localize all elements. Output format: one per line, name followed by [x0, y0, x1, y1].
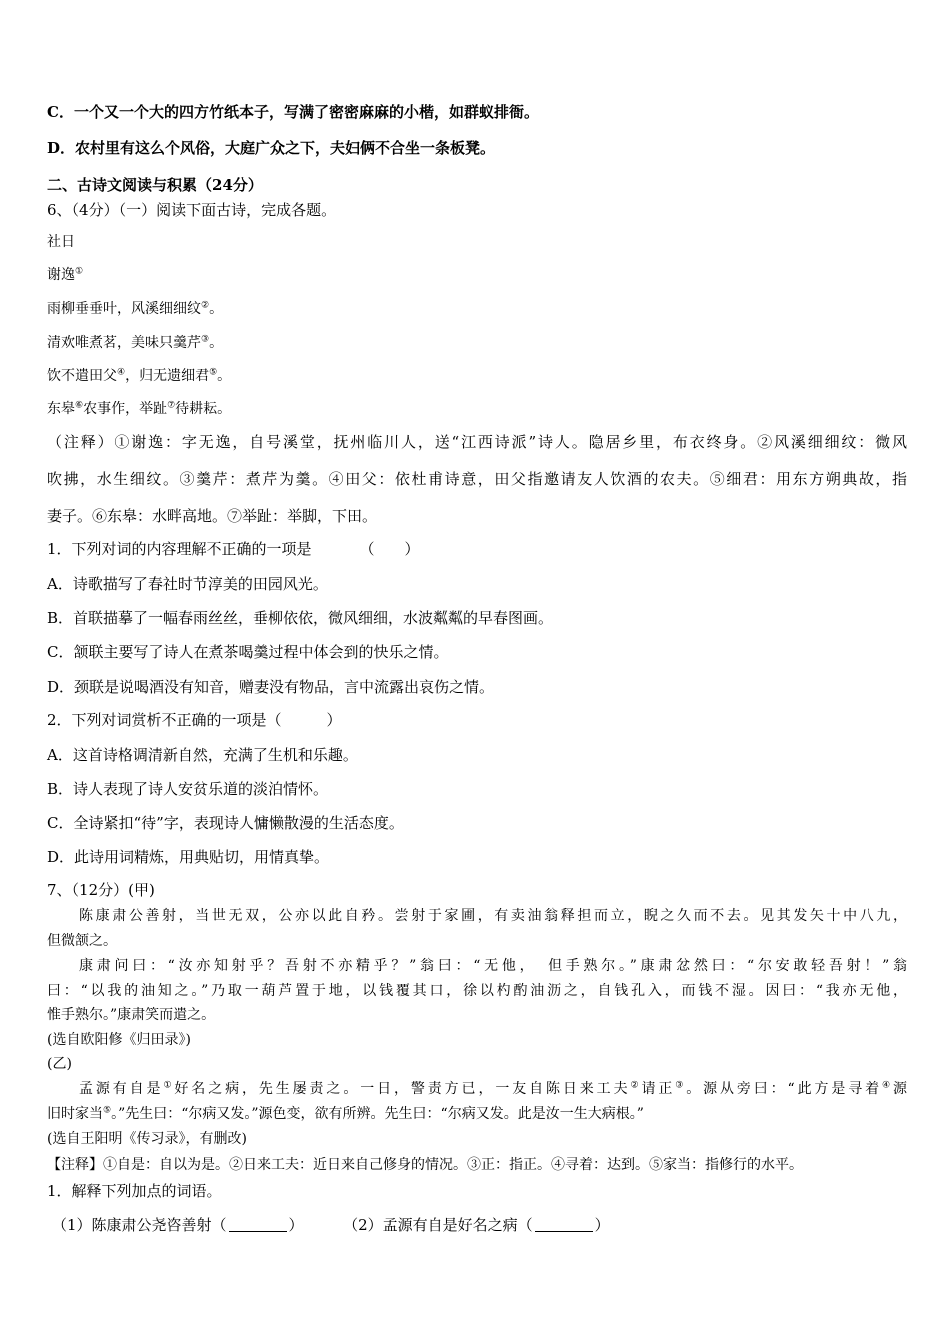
option-d-prev: D．农村里有这么个风俗，大庭广众之下，夫妇俩不合坐一条板凳。 — [47, 139, 496, 157]
poem-line: 东皋⑥农事作，举趾⑦待耕耘。 — [47, 400, 232, 417]
poem-notes-line: 吹拂，水生细纹。③羹芹：煮芹为羹。④田父：依杜甫诗意，田父指邀请友人饮酒的农夫。⑤细君：用东方朔典故，指 — [47, 470, 907, 488]
q7-intro: 7、（12分）(甲) — [47, 881, 155, 899]
yi-notes: 【注释】①自是：自以为是。②日来工夫：近日来自己修身的情况。③正：指正。④寻着：达到。⑤家当：指修行的水平。 — [47, 1157, 803, 1173]
q6-sub2-option-b: B．诗人表现了诗人安贫乐道的淡泊情怀。 — [47, 780, 329, 798]
jia-paragraph-line: 康肃问曰：“汝亦知射乎？吾射不亦精乎？”翁曰：“无他， 但手熟尔。”康肃忿然曰：“尔安敢轻吾射！”翁 — [79, 958, 907, 974]
q6-sub2-option-d: D．此诗用词精炼，用典贴切，用情真挚。 — [47, 848, 330, 866]
q7-sub1-item1: （1）陈康肃公尧咨善射（ — [52, 1216, 227, 1234]
q6-sub1-option-d: D．颈联是说喝酒没有知音，赠妻没有物品，言中流露出哀伤之情。 — [47, 678, 495, 696]
poem-line: 清欢唯煮茗，美味只羹芹③。 — [47, 334, 224, 351]
option-c-prev: C．一个又一个大的四方竹纸本子，写满了密密麻麻的小楷，如群蚁排衙。 — [47, 103, 539, 121]
jia-paragraph-line: 陈康肃公善射，当世无双，公亦以此自矜。尝射于家圃，有卖油翁释担而立，睨之久而不去。见其发矢十中八九， — [79, 908, 907, 924]
q6-sub2-option-a: A．这首诗格调清新自然，充满了生机和乐趣。 — [47, 746, 358, 764]
jia-paragraph-line: 但微颔之。 — [47, 933, 117, 949]
q6-sub1-option-a: A．诗歌描写了春社时节淳美的田园风光。 — [47, 575, 328, 593]
poem-notes-line: （注释）①谢逸：字无逸，自号溪堂，抚州临川人，送“江西诗派”诗人。隐居乡里，布衣终身。②风溪细细纹：微风 — [47, 433, 907, 451]
q7-sub1-items: （1）陈康肃公尧咨善射（ ） （2）孟源有自是好名之病（ ） — [52, 1216, 610, 1234]
q6-sub2-stem: 2．下列对词赏析不正确的一项是（ ） — [47, 711, 342, 729]
poem-author: 谢逸① — [47, 266, 84, 283]
section-heading: 二、古诗文阅读与积累（24分） — [47, 176, 263, 194]
poem-line: 雨柳垂垂叶，风溪细细纹②。 — [47, 300, 224, 317]
q6-sub1-option-c: C．颔联主要写了诗人在煮茶喝羹过程中体会到的快乐之情。 — [47, 643, 449, 661]
q7-sub1-item2: （2）孟源有自是好名之病（ — [343, 1216, 533, 1234]
yi-paragraph-line: 孟源有自是①好名之病，先生屡责之。一日，警责方已，一友自陈日来工夫②请正③。源从旁曰：“此方是寻着④源 — [79, 1080, 907, 1097]
answer-blank-1[interactable] — [229, 1217, 287, 1232]
yi-source: (选自王阳明《传习录》，有删改) — [47, 1131, 247, 1147]
q6-sub2-option-c: C．全诗紧扣“待”字，表现诗人慵懒散漫的生活态度。 — [47, 814, 404, 832]
q7-sub1-stem: 1．解释下列加点的词语。 — [47, 1182, 222, 1200]
jia-paragraph-line: 曰：“以我的油知之。”乃取一葫芦置于地，以钱覆其口，徐以杓酌油沥之，自钱孔入，而钱不湿。因曰：“我亦无他， — [47, 983, 907, 999]
q6-sub1-option-b: B．首联描摹了一幅春雨丝丝，垂柳依依，微风细细，水波粼粼的早春图画。 — [47, 609, 554, 627]
poem-notes-line: 妻子。⑥东皋：水畔高地。⑦举趾：举脚，下田。 — [47, 507, 378, 525]
q6-intro: 6、（4分）（一）阅读下面古诗，完成各题。 — [47, 201, 337, 219]
yi-label: (乙) — [47, 1056, 72, 1072]
jia-source: (选自欧阳修《归田录》) — [47, 1032, 191, 1048]
yi-paragraph-line: 旧时家当⑤。”先生曰：“尔病又发。”源色变，欲有所辨。先生曰：“尔病又发。此是汝一生大病根。” — [47, 1105, 644, 1122]
poem-title: 社日 — [47, 234, 75, 250]
poem-line: 饮不遣田父④，归无遗细君⑤。 — [47, 367, 232, 384]
q6-sub1-stem: 1．下列对词的内容理解不正确的一项是 （ ） — [47, 540, 420, 558]
answer-blank-2[interactable] — [535, 1217, 593, 1232]
jia-paragraph-line: 惟手熟尔。”康肃笑而遣之。 — [47, 1007, 216, 1023]
